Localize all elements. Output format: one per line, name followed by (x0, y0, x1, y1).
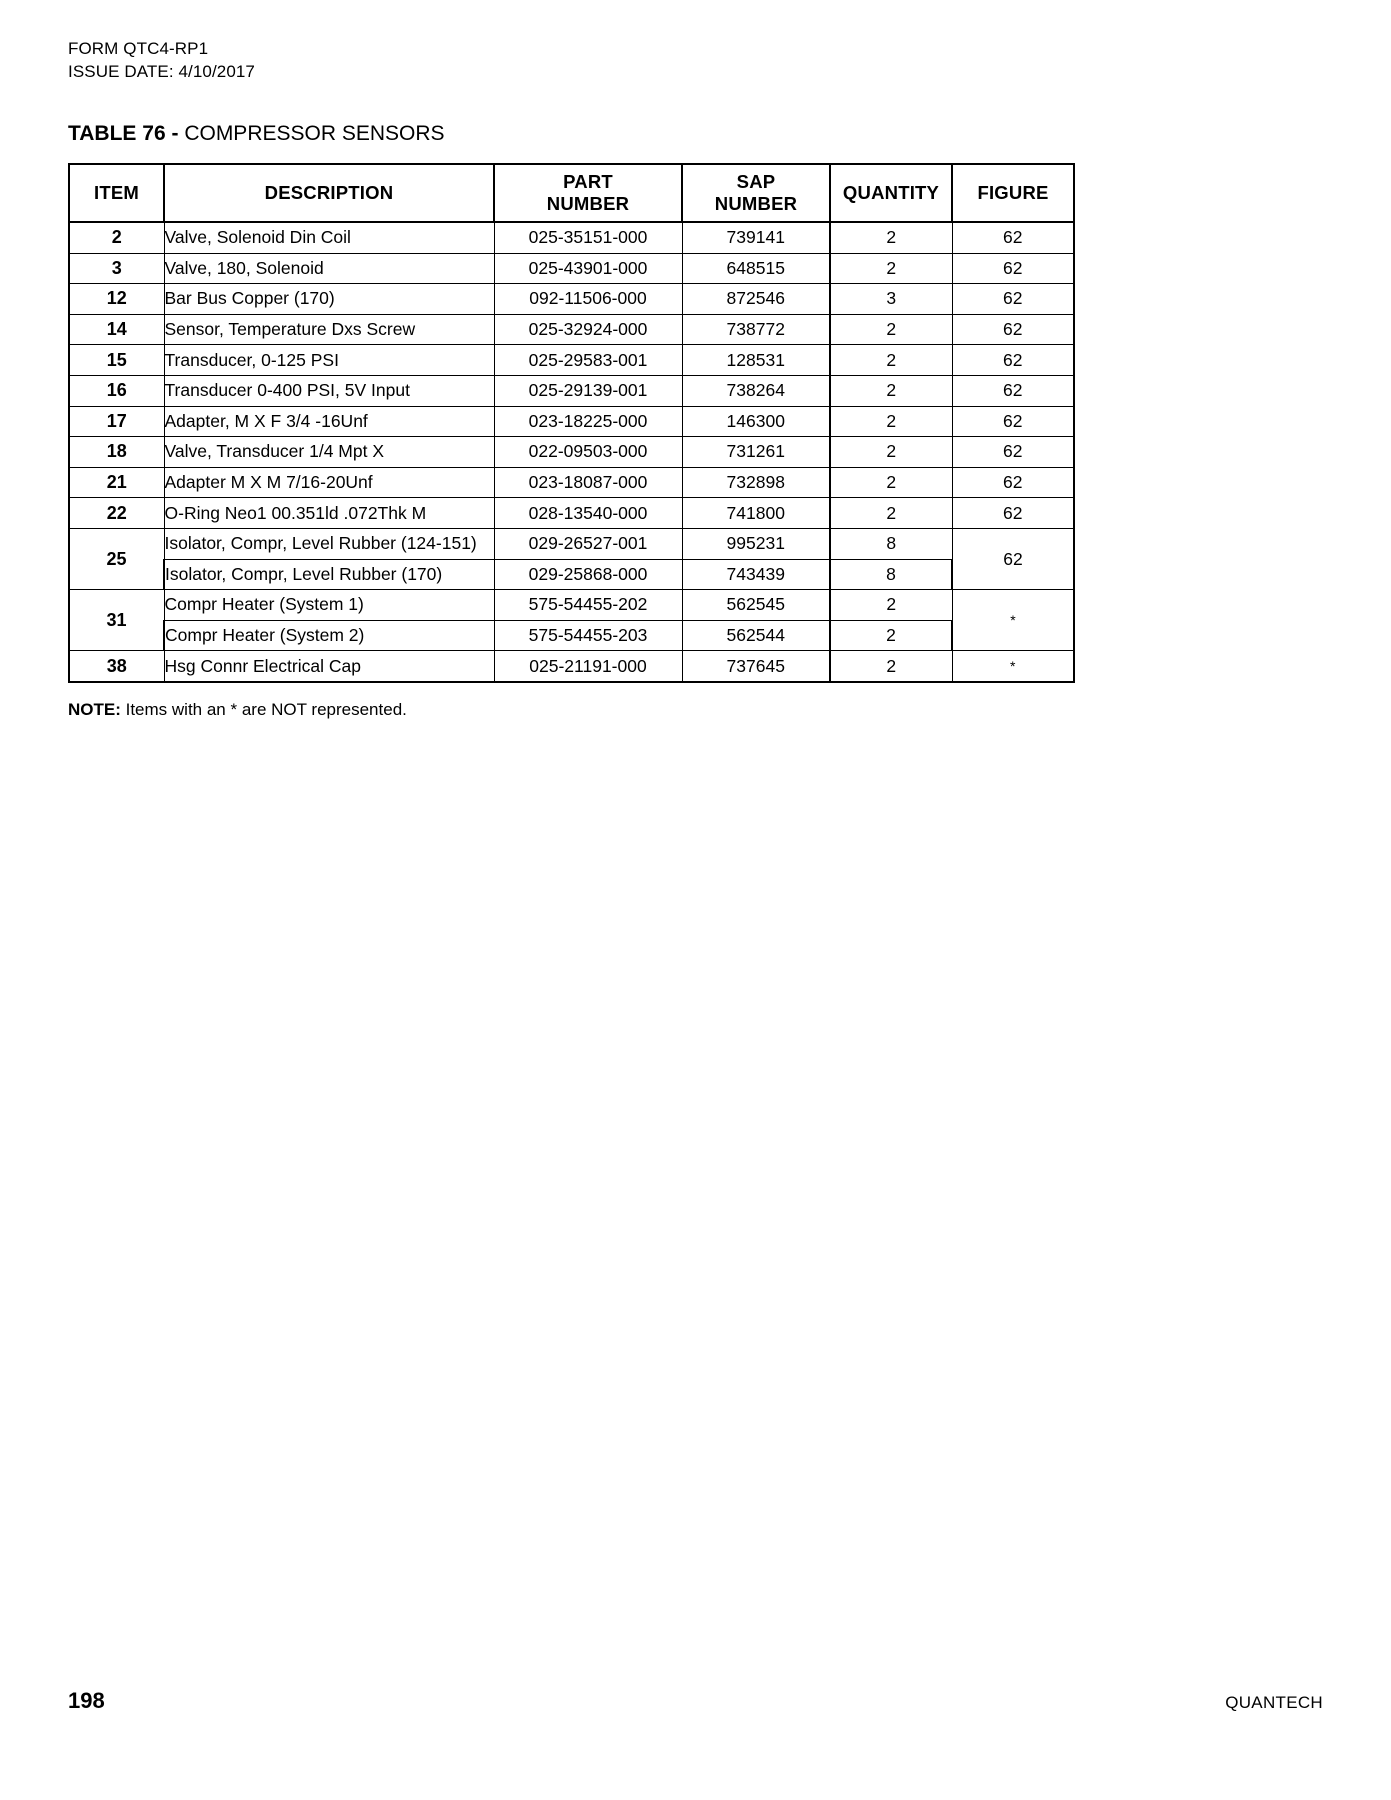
table-note (68, 700, 1323, 720)
column-header-sap-number-line1: SAP (736, 171, 776, 192)
cell-sap-number: 743439 (682, 559, 830, 590)
cell-sap-number: 737645 (682, 651, 830, 682)
table-row (69, 253, 1074, 284)
cell-item: 12 (69, 284, 164, 315)
cell-sap-number: 738772 (682, 314, 830, 345)
cell-part-number: 575-54455-203 (494, 620, 682, 651)
cell-item: 22 (69, 498, 164, 529)
column-header-part-number-line2: NUMBER (546, 193, 630, 214)
cell-description: Adapter M X M 7/16-20Unf (164, 467, 494, 498)
table-row (69, 375, 1074, 406)
table-title (68, 121, 1323, 147)
cell-quantity: 2 (830, 314, 952, 345)
cell-part-number: 025-35151-000 (494, 222, 682, 253)
cell-quantity: 2 (830, 253, 952, 284)
column-header-part-number (494, 164, 682, 222)
cell-sap-number: 562544 (682, 620, 830, 651)
cell-sap-number: 995231 (682, 528, 830, 559)
cell-description: Valve, Transducer 1/4 Mpt X (164, 437, 494, 468)
cell-sap-number: 738264 (682, 375, 830, 406)
cell-item: 17 (69, 406, 164, 437)
cell-sap-number: 128531 (682, 345, 830, 376)
table-row (69, 559, 1074, 590)
cell-description: Transducer, 0-125 PSI (164, 345, 494, 376)
table-row (69, 590, 1074, 621)
cell-item: 21 (69, 467, 164, 498)
table-row (69, 437, 1074, 468)
document-header (68, 38, 1323, 83)
note-text: Items with an * are NOT represented. (120, 699, 407, 719)
cell-sap-number: 731261 (682, 437, 830, 468)
table-row (69, 314, 1074, 345)
cell-part-number: 023-18087-000 (494, 467, 682, 498)
cell-figure: 62 (952, 375, 1074, 406)
cell-quantity: 2 (830, 467, 952, 498)
cell-part-number: 025-29139-001 (494, 375, 682, 406)
cell-sap-number: 562545 (682, 590, 830, 621)
cell-part-number: 025-29583-001 (494, 345, 682, 376)
table-row (69, 467, 1074, 498)
form-number: FORM QTC4-RP1 (68, 39, 209, 58)
cell-item: 15 (69, 345, 164, 376)
table-header-row (69, 164, 1074, 222)
table-row (69, 222, 1074, 253)
table-row (69, 498, 1074, 529)
cell-quantity: 2 (830, 590, 952, 621)
cell-figure: * (952, 651, 1074, 682)
cell-description: Bar Bus Copper (170) (164, 284, 494, 315)
cell-quantity: 2 (830, 345, 952, 376)
cell-description: Isolator, Compr, Level Rubber (170) (164, 559, 494, 590)
brand-name: QUANTECH (1225, 1693, 1323, 1712)
note-label: NOTE: (68, 699, 121, 719)
cell-part-number: 023-18225-000 (494, 406, 682, 437)
cell-part-number: 022-09503-000 (494, 437, 682, 468)
cell-part-number: 092-11506-000 (494, 284, 682, 315)
cell-sap-number: 741800 (682, 498, 830, 529)
cell-quantity: 3 (830, 284, 952, 315)
table-title-label: TABLE 76 - (68, 122, 179, 145)
cell-sap-number: 732898 (682, 467, 830, 498)
cell-description: Hsg Connr Electrical Cap (164, 651, 494, 682)
cell-quantity: 2 (830, 498, 952, 529)
cell-figure: 62 (952, 406, 1074, 437)
cell-description: Transducer 0-400 PSI, 5V Input (164, 375, 494, 406)
column-header-sap-number-line2: NUMBER (714, 193, 798, 214)
table-row (69, 284, 1074, 315)
cell-figure: 62 (952, 528, 1074, 589)
cell-part-number: 029-25868-000 (494, 559, 682, 590)
cell-part-number: 025-43901-000 (494, 253, 682, 284)
cell-sap-number: 872546 (682, 284, 830, 315)
cell-part-number: 025-32924-000 (494, 314, 682, 345)
cell-item: 2 (69, 222, 164, 253)
column-header-figure-line1: FIGURE (977, 182, 1049, 203)
cell-item: 25 (69, 528, 164, 589)
cell-quantity: 2 (830, 651, 952, 682)
cell-sap-number: 146300 (682, 406, 830, 437)
column-header-figure (952, 164, 1074, 222)
table-title-name: COMPRESSOR SENSORS (184, 122, 445, 145)
cell-part-number: 028-13540-000 (494, 498, 682, 529)
cell-description: Adapter, M X F 3/4 -16Unf (164, 406, 494, 437)
column-header-item-line1: ITEM (94, 182, 139, 203)
cell-part-number: 025-21191-000 (494, 651, 682, 682)
cell-item: 16 (69, 375, 164, 406)
column-header-part-number-line1: PART (563, 171, 613, 192)
column-header-quantity-line1: QUANTITY (842, 182, 940, 203)
column-header-quantity (830, 164, 952, 222)
cell-item: 38 (69, 651, 164, 682)
cell-figure: 62 (952, 253, 1074, 284)
cell-item: 31 (69, 590, 164, 651)
cell-description: Compr Heater (System 2) (164, 620, 494, 651)
cell-description: Valve, Solenoid Din Coil (164, 222, 494, 253)
table-row (69, 406, 1074, 437)
compressor-sensors-table (68, 163, 1075, 683)
cell-figure: 62 (952, 345, 1074, 376)
cell-figure: 62 (952, 284, 1074, 315)
cell-quantity: 8 (830, 528, 952, 559)
column-header-description-line1: DESCRIPTION (264, 182, 394, 203)
table-row (69, 620, 1074, 651)
cell-quantity: 2 (830, 222, 952, 253)
cell-description: O-Ring Neo1 00.351ld .072Thk M (164, 498, 494, 529)
table-row (69, 651, 1074, 682)
cell-quantity: 8 (830, 559, 952, 590)
cell-item: 3 (69, 253, 164, 284)
cell-figure: * (952, 590, 1074, 651)
cell-part-number: 029-26527-001 (494, 528, 682, 559)
cell-sap-number: 648515 (682, 253, 830, 284)
table-row (69, 345, 1074, 376)
column-header-description (164, 164, 494, 222)
cell-sap-number: 739141 (682, 222, 830, 253)
cell-figure: 62 (952, 467, 1074, 498)
cell-figure: 62 (952, 222, 1074, 253)
cell-description: Valve, 180, Solenoid (164, 253, 494, 284)
cell-item: 18 (69, 437, 164, 468)
column-header-item (69, 164, 164, 222)
cell-quantity: 2 (830, 620, 952, 651)
cell-quantity: 2 (830, 375, 952, 406)
column-header-sap-number (682, 164, 830, 222)
cell-quantity: 2 (830, 406, 952, 437)
cell-quantity: 2 (830, 437, 952, 468)
cell-description: Isolator, Compr, Level Rubber (124-151) (164, 528, 494, 559)
cell-figure: 62 (952, 437, 1074, 468)
cell-figure: 62 (952, 314, 1074, 345)
cell-item: 14 (69, 314, 164, 345)
cell-description: Compr Heater (System 1) (164, 590, 494, 621)
table-row (69, 528, 1074, 559)
cell-description: Sensor, Temperature Dxs Screw (164, 314, 494, 345)
page-footer (68, 1688, 1323, 1714)
cell-figure: 62 (952, 498, 1074, 529)
cell-part-number: 575-54455-202 (494, 590, 682, 621)
issue-date: ISSUE DATE: 4/10/2017 (68, 61, 255, 81)
page-number: 198 (68, 1688, 105, 1713)
